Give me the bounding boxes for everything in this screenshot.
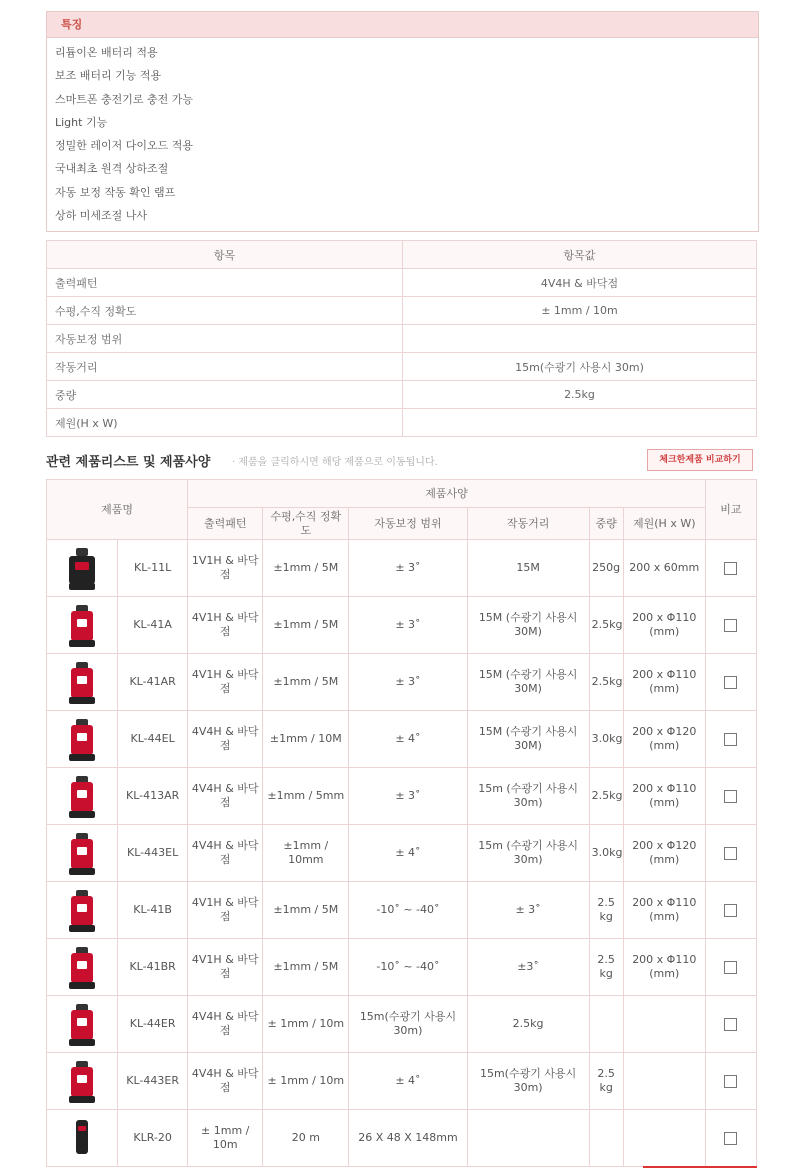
product-model[interactable]: KL-41AR [118,654,188,711]
spec-value: 4V4H & 바닥점 [403,269,757,297]
product-thumbnail[interactable] [67,660,97,704]
product-image-cell[interactable] [47,825,118,882]
product-working-range: ±3˚ [467,939,589,996]
product-output-pattern: 4V4H & 바닥점 [188,768,263,825]
product-thumbnail[interactable] [67,1002,97,1046]
table-row [47,269,757,297]
product-model[interactable]: KL-443EL [118,825,188,882]
product-model[interactable]: KL-44ER [118,996,188,1053]
feature-item: 정밀한 레이저 다이오드 적용 [55,139,194,153]
product-output-pattern: 4V1H & 바닥점 [188,597,263,654]
product-accuracy: ±1mm / 10mm [263,825,349,882]
table-row [47,325,757,353]
product-auto-level-range: ± 3˚ [349,654,467,711]
subheader-output-pattern: 출력패턴 [188,508,263,540]
related-products-note: · 제품을 클릭하시면 해당 제품으로 이동됩니다. [232,457,438,468]
product-thumbnail[interactable] [67,603,97,647]
compare-checkbox[interactable] [724,1018,737,1031]
product-model[interactable]: KL-41B [118,882,188,939]
product-table [46,479,757,1167]
feature-item: 스마트폰 충전기로 충전 가능 [55,92,194,106]
table-row [47,353,757,381]
spec-key: 출력패턴 [47,269,403,297]
product-thumbnail[interactable] [67,774,97,818]
product-weight: 2.5 kg [589,939,623,996]
compare-checkbox[interactable] [724,619,737,632]
spec-value: 2.5kg [403,381,757,409]
product-working-range: ± 3˚ [467,882,589,939]
subheader-accuracy: 수평,수직 정확도 [263,508,349,540]
product-working-range: 15m(수광기 사용시 30m) [467,1053,589,1110]
product-image-cell[interactable] [47,711,118,768]
product-image-cell[interactable] [47,882,118,939]
table-row[interactable] [47,540,757,597]
table-row[interactable] [47,996,757,1053]
compare-checked-button[interactable]: 체크한제품 비교하기 [647,449,753,471]
compare-cell[interactable] [705,825,756,882]
product-weight [589,996,623,1053]
product-output-pattern: ± 1mm / 10m [188,1110,263,1167]
product-auto-level-range: 15m(수광기 사용시 30m) [349,996,467,1053]
product-weight: 2.5 kg [589,882,623,939]
header-product-name: 제품명 [47,480,188,540]
compare-checkbox[interactable] [724,961,737,974]
product-model[interactable]: KL-11L [118,540,188,597]
table-row[interactable] [47,939,757,996]
product-image-cell[interactable] [47,597,118,654]
spec-key: 자동보정 범위 [47,325,403,353]
product-accuracy: ± 1mm / 10m [263,996,349,1053]
product-thumbnail[interactable] [67,1116,97,1160]
feature-item: Light 기능 [55,115,108,129]
feature-item: 리튬이온 배터리 적용 [55,46,158,59]
product-auto-level-range: ± 4˚ [349,1053,467,1110]
spec-value: 15m(수광기 사용시 30m) [403,353,757,381]
product-dimensions: 200 x Φ110 (mm) [623,597,705,654]
spec-value [403,325,757,353]
product-dimensions: 200 x Φ110 (mm) [623,654,705,711]
product-accuracy: ±1mm / 5M [263,939,349,996]
product-accuracy: ±1mm / 10M [263,711,349,768]
product-model[interactable]: KL-44EL [118,711,188,768]
spec-header-value: 항목값 [403,241,757,269]
compare-checkbox[interactable] [724,847,737,860]
product-image-cell[interactable] [47,1053,118,1110]
product-image-cell[interactable] [47,768,118,825]
feature-item: 자동 보정 작동 확인 램프 [55,185,176,199]
compare-cell[interactable] [705,996,756,1053]
spec-table [46,240,757,437]
product-weight: 2.5 kg [589,1053,623,1110]
product-accuracy: ±1mm / 5M [263,540,349,597]
compare-cell[interactable] [705,597,756,654]
product-dimensions: 200 x Φ110 (mm) [623,939,705,996]
product-model[interactable]: KL-413AR [118,768,188,825]
compare-checkbox[interactable] [724,1075,737,1088]
product-working-range: 15M [467,540,589,597]
table-row[interactable] [47,711,757,768]
compare-cell[interactable] [705,1110,756,1167]
compare-checkbox[interactable] [724,733,737,746]
table-row[interactable] [47,768,757,825]
product-image-cell[interactable] [47,1110,118,1167]
product-dimensions [623,1053,705,1110]
compare-checkbox[interactable] [724,676,737,689]
subheader-working-range: 작동거리 [467,508,589,540]
subheader-dimensions: 제원(H x W) [623,508,705,540]
compare-cell[interactable] [705,1053,756,1110]
product-model[interactable]: KL-443ER [118,1053,188,1110]
product-output-pattern: 4V4H & 바닥점 [188,825,263,882]
product-image-cell[interactable] [47,654,118,711]
table-row[interactable] [47,597,757,654]
product-output-pattern: 1V1H & 바닥점 [188,540,263,597]
product-output-pattern: 4V4H & 바닥점 [188,1053,263,1110]
product-auto-level-range: ± 3˚ [349,540,467,597]
product-working-range: 15m (수광기 사용시 30m) [467,768,589,825]
product-thumbnail[interactable] [67,1059,97,1103]
product-working-range: 15M (수광기 사용시 30M) [467,711,589,768]
product-thumbnail[interactable] [67,717,97,761]
product-image-cell[interactable] [47,996,118,1053]
table-row [47,297,757,325]
compare-cell[interactable] [705,540,756,597]
spec-value [403,409,757,437]
product-working-range: 15m (수광기 사용시 30m) [467,825,589,882]
spec-value: ± 1mm / 10m [403,297,757,325]
product-weight: 2.5kg [589,768,623,825]
product-weight [589,1110,623,1167]
product-weight: 2.5kg [589,597,623,654]
compare-cell[interactable] [705,654,756,711]
product-thumbnail[interactable] [67,831,97,875]
feature-item: 보조 배터리 기능 적용 [55,69,162,83]
table-row [47,409,757,437]
product-working-range [467,1110,589,1167]
product-output-pattern: 4V1H & 바닥점 [188,939,263,996]
product-working-range: 15M (수광기 사용시 30M) [467,654,589,711]
product-dimensions [623,1110,705,1167]
spec-key: 중량 [47,381,403,409]
header-compare: 비교 [705,480,756,540]
product-dimensions [623,996,705,1053]
subheader-weight: 중량 [589,508,623,540]
product-weight: 3.0kg [589,711,623,768]
product-dimensions: 200 x Φ110 (mm) [623,768,705,825]
spec-key: 작동거리 [47,353,403,381]
product-auto-level-range: ± 4˚ [349,711,467,768]
product-weight: 250g [589,540,623,597]
product-weight: 2.5kg [589,654,623,711]
product-accuracy: ±1mm / 5mm [263,768,349,825]
product-accuracy: ± 1mm / 10m [263,1053,349,1110]
product-dimensions: 200 x Φ110 (mm) [623,882,705,939]
table-row[interactable] [47,825,757,882]
product-working-range: 2.5kg [467,996,589,1053]
compare-checkbox[interactable] [724,1132,737,1145]
product-output-pattern: 4V4H & 바닥점 [188,996,263,1053]
table-row[interactable] [47,1053,757,1110]
product-dimensions: 200 x Φ120 (mm) [623,711,705,768]
subheader-auto-level-range: 자동보정 범위 [349,508,467,540]
product-model[interactable]: KL-41BR [118,939,188,996]
table-row [47,381,757,409]
product-image-cell[interactable] [47,540,118,597]
compare-cell[interactable] [705,768,756,825]
related-products-title: 관련 제품리스트 및 제품사양 [46,455,211,470]
spec-key: 제원(H x W) [47,409,403,437]
compare-cell[interactable] [705,711,756,768]
table-row[interactable] [47,654,757,711]
product-dimensions: 200 x Φ120 (mm) [623,825,705,882]
product-dimensions: 200 x 60mm [623,540,705,597]
features-panel [46,11,759,232]
product-output-pattern: 4V1H & 바닥점 [188,654,263,711]
product-auto-level-range: ± 4˚ [349,825,467,882]
product-accuracy: ±1mm / 5M [263,597,349,654]
product-auto-level-range: ± 3˚ [349,597,467,654]
product-thumbnail[interactable] [67,888,97,932]
product-auto-level-range: -10˚ ~ -40˚ [349,882,467,939]
features-list [47,38,758,231]
product-weight: 3.0kg [589,825,623,882]
spec-key: 수평,수직 정확도 [47,297,403,325]
divider [643,1166,757,1168]
compare-cell[interactable] [705,882,756,939]
product-accuracy: 20 m [263,1110,349,1167]
feature-item: 상하 미세조절 나사 [55,209,148,223]
table-row[interactable] [47,1110,757,1167]
related-products-header [46,449,757,473]
product-image-cell[interactable] [47,939,118,996]
compare-checkbox[interactable] [724,790,737,803]
product-thumbnail[interactable] [67,945,97,989]
product-model[interactable]: KL-41A [118,597,188,654]
product-working-range: 15M (수광기 사용시 30M) [467,597,589,654]
table-row[interactable] [47,882,757,939]
product-auto-level-range: 26 X 48 X 148mm [349,1110,467,1167]
compare-checkbox[interactable] [724,562,737,575]
feature-item: 국내최초 원격 상하조절 [55,162,169,176]
product-output-pattern: 4V1H & 바닥점 [188,882,263,939]
product-output-pattern: 4V4H & 바닥점 [188,711,263,768]
product-accuracy: ±1mm / 5M [263,654,349,711]
compare-checkbox[interactable] [724,904,737,917]
product-thumbnail[interactable] [67,546,97,590]
spec-header-item: 항목 [47,241,403,269]
compare-cell[interactable] [705,939,756,996]
product-accuracy: ±1mm / 5M [263,882,349,939]
product-model[interactable]: KLR-20 [118,1110,188,1167]
product-auto-level-range: -10˚ ~ -40˚ [349,939,467,996]
features-title: 특징 [47,12,758,38]
header-product-spec: 제품사양 [188,480,706,508]
product-auto-level-range: ± 3˚ [349,768,467,825]
